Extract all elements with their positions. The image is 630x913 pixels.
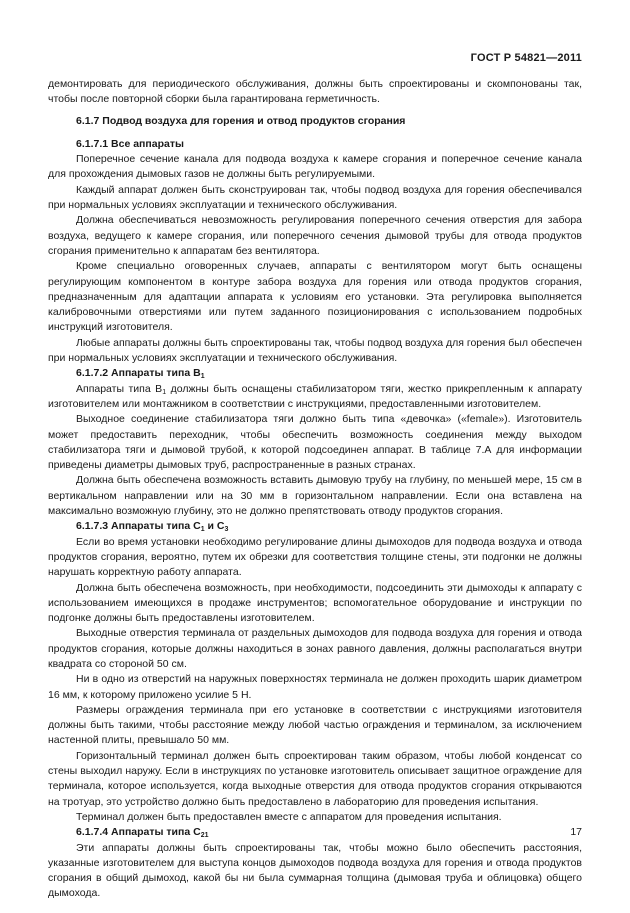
heading-text: и С — [204, 520, 225, 533]
paragraph: Выходные отверстия терминала от раздельных дымоходов для подвода воздуха для горения и отвода продуктов сгорания, которые должны находиться в зонах равного давления, должны располагаться внутри квадрата со стороной 50 см. — [48, 627, 582, 670]
paragraph: Терминал должен быть предоставлен вместе с аппаратом для проведения испытания. — [76, 810, 502, 823]
text-run: Аппараты типа В — [76, 382, 163, 395]
subscript: 3 — [224, 526, 229, 534]
page-number: 17 — [570, 826, 582, 838]
paragraph: Размеры ограждения терминала при его установке в соответствии с инструкциями изготовителя должны быть такими, чтобы расстояние между любой частью ограждения и терминалом, за исключением настенной плиты, превышало 50 мм. — [48, 703, 582, 747]
paragraph: Эти аппараты должны быть спроектированы так, чтобы можно было обеспечить расстояния, указанные изготовителем для выступа концов дымоходов подвода воздуха для горения и отвода продуктов сгорания в общий дымоход, какой бы ни была суммарная толщина (дымовая труба и облицовка) общего дымохода. — [48, 841, 582, 900]
paragraph: Должна быть обеспечена возможность вставить дымовую трубу на глубину, по меньшей мере, 15 см в вертикальном направлении или на 30 мм в горизонтальном направлении. Если она вставлена на максимально возможную глубину, это не должно препятствовать отводу продуктов сгорания. — [48, 474, 582, 518]
paragraph: Если во время установки необходимо регулирование длины дымоходов для подвода воздуха и отвода продуктов сгорания, вероятно, путем их обрезки для соответствия толщине стены, эти подгонки не должны нарушать корректную работу аппарата. — [48, 535, 582, 579]
paragraph: Горизонтальный терминал должен быть спроектирован таким образом, чтобы любой конденсат со стены выходил наружу. Если в инструкциях по установке изготовитель описывает защитное ограждение для терминала, которое используется, когда выходные отверстия для отвода продуктов сгорания открываются на тротуар, это устройство должно быть предоставлено в лабораторию для проведения испытания. — [48, 749, 582, 808]
subscript: 1 — [162, 388, 167, 396]
subscript: 21 — [200, 832, 209, 840]
intro-paragraph: демонтировать для периодического обслуживания, должны быть спроектированы и скомпонованы так, чтобы после повторной сборки была гарантирована герметичность. — [48, 78, 582, 106]
paragraph: Ни в одно из отверстий на наружных поверхностях терминала не должен проходить шарик диаметром 16 мм, к которому приложено усилие 5 Н. — [48, 673, 582, 701]
heading-text: 6.1.7.3 Аппараты типа С — [76, 520, 201, 533]
subscript: 1 — [200, 373, 205, 381]
paragraph: Должна быть обеспечена возможность, при необходимости, подсоединить эти дымоходы к аппарату с использованием имеющихся в продаже инструментов; вспомогательное оборудование и инструкции по подгонке должны быть предоставлены изготовителем. — [48, 581, 582, 625]
paragraph: Кроме специально оговоренных случаев, аппараты с вентилятором могут быть оснащены регулирующим компонентом в контуре забора воздуха для горения или отвода продуктов сгорания, предназначенным для адаптации аппарата к условиям его установки. Эта регулировка выполняется калибровочными отверстиями или путем заданного позиционирования с использованием подробных инструкций изготовителя. — [48, 260, 582, 334]
section-heading-6-1-7: 6.1.7 Подвод воздуха для горения и отвод продуктов сгорания — [76, 114, 406, 127]
paragraph: Каждый аппарат должен быть сконструирован так, чтобы подвод воздуха для горения обеспечивался при нормальных условиях эксплуатации и технического обслуживания. — [48, 183, 582, 212]
paragraph: Любые аппараты должны быть спроектированы так, чтобы подвод воздуха для горения был обеспечен при нормальных условиях эксплуатации и технического обслуживания. — [48, 336, 582, 365]
heading-text: 6.1.7.4 Аппараты типа С — [76, 826, 201, 839]
subsection-heading-6-1-7-2 — [48, 366, 582, 381]
paragraph: Выходное соединение стабилизатора тяги должно быть типа «девочка» («female»). Изготовитель может предоставить переходник, чтобы обеспечить возможность соединения между выходом стабилизатора тяги и дымовой трубой, к которой подсоединен аппарат. В таблице 7.А для информации приведены диаметры дымовых труб, распространенные в разных странах. — [48, 413, 582, 472]
page-body — [48, 77, 582, 902]
text-run: должны быть оснащены стабилизатором тяги, жестко прикрепленным к аппарату изготовителем или монтажником в соответствии с инструкциями, предоставленными изготовителем. — [48, 382, 583, 410]
subscript: 1 — [200, 526, 205, 534]
subsection-heading-6-1-7-4 — [48, 825, 582, 840]
paragraph: Должна обеспечиваться невозможность регулирования поперечного сечения отверстия для забора воздуха, ведущего к камере сгорания, или поперечного сечения дымовой трубы для отвода продуктов сгорания применительно к аппаратам без вентилятора. — [48, 214, 582, 257]
subsection-heading-6-1-7-3 — [48, 519, 582, 534]
document-header: ГОСТ Р 54821—2011 — [470, 52, 582, 64]
subsection-heading-6-1-7-1: 6.1.7.1 Все аппараты — [76, 137, 184, 150]
heading-text: 6.1.7.2 Аппараты типа В — [76, 367, 201, 380]
paragraph: Поперечное сечение канала для подвода воздуха к камере сгорания и поперечное сечение канала для прохождения дымовых газов не должны быть регулируемыми. — [48, 153, 582, 181]
paragraph — [48, 382, 582, 413]
